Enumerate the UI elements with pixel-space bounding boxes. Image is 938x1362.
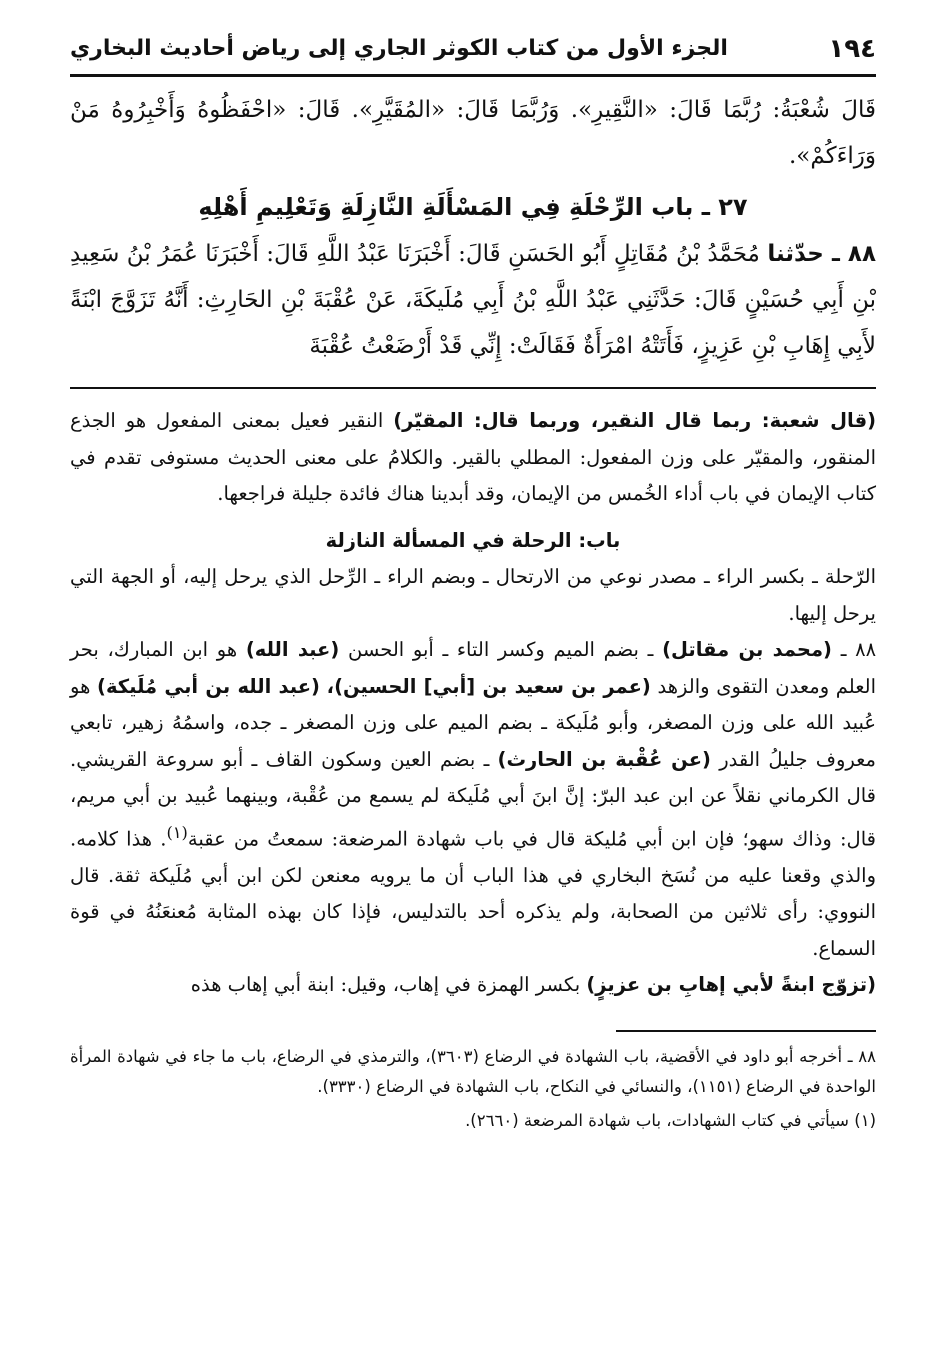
hadith-body: مُحَمَّدُ بْنُ مُقَاتِلٍ أَبُو الحَسَنِ قَالَ: أَخْبَرَنَا عَبْدُ اللَّهِ قَالَ: أَخْبَرَنَا عُمَرُ بْنُ سَعِيدِ بْنِ أَبِي حُسَيْنٍ قَالَ: حَدَّثَنِي عَبْدُ اللَّهِ بْنُ أَبِي مُلَيكَةَ، عَنْ عُقْبَةَ بْنِ الحَارِثِ: أَنَّهُ تَزَوَّجَ ابْنَةً لأَبِي إِهَابِ بْنِ عَزِيزٍ، فَأَتَتْهُ امْرَأَةٌ فَقَالَتْ: إِنِّي قَدْ أَرْضَعْتُ عُقْبَةَ — [70, 241, 876, 359]
text-commentary-divider — [70, 387, 876, 389]
commentary-text-3e: . هذا كلامه. والذي وقعنا عليه من نُسَخ البخاري في هذا الباب أن ما يرويه معنعن لكن ابن أبي مُلَيكة ثقة. قال النووي: رأى ثلاثين من الصحابة، ولم يذكره أحد بالتدليس، فإذا كان بهذه المثابة مُعنعَنُهُ في قوة السماع. — [70, 827, 876, 960]
commentary-text-3d: ـ بضم العين وسكون القاف ـ أبو سروعة القريشي. قال الكرماني نقلاً عن ابن عبد البرّ: إنَّ ابنَ أبي مُلَيكة لم يسمع من عُقْبة، وبينهما عُبيد بن أبي مريم، قال: وذاك سهو؛ فإن ابن أبي مُليكة قال في باب شهادة المرضعة: سمعتُ من عقبة — [70, 747, 876, 850]
document-page — [70, 28, 876, 1140]
commentary-quote-4: (تزوّج ابنةً لأبي إهابِ بن عزيزٍ) — [586, 973, 876, 996]
narrator-4: (عبد الله بن أبي مُلَيكة) — [97, 674, 320, 698]
commentary-text-4: بكسر الهمزة في إهاب، وقيل: ابنة أبي إهاب هذه — [190, 973, 581, 996]
commentary-section — [70, 403, 876, 1004]
narrator-3: (عمر بن سعيد بن [أبي] الحسين)، — [326, 674, 651, 698]
chapter-title: ٢٧ ـ باب الرِّحْلَةِ فِي المَسْأَلَةِ النَّازِلَةِ وَتَعْلِيمِ أَهْلِهِ — [198, 193, 748, 221]
footnotes-section — [70, 1042, 876, 1136]
page-header — [70, 28, 876, 77]
footnote-2: (١) سيأتي في كتاب الشهادات، باب شهادة المرضعة (٢٦٦٠). — [465, 1110, 876, 1130]
footnote-divider — [616, 1030, 876, 1032]
commentary-paragraph-3 — [70, 632, 876, 967]
commentary-quote-1: (قال شعبة: ربما قال النقير، وربما قال: المقيّر) — [393, 409, 876, 432]
page-number: ١٩٤ — [828, 34, 876, 64]
hadith-continuation: قَالَ شُعْبَةُ: رُبَّمَا قَالَ: «النَّقِيرِ». وَرُبَّمَا قَالَ: «المُقَيَّرِ». قَالَ: «احْفَظُوهُ وَأَخْبِرُوهُ مَنْ وَرَاءَكُمْ». — [70, 97, 876, 169]
narrator-2: (عبد الله) — [245, 638, 340, 661]
running-title: الجزء الأول من كتاب الكوثر الجاري إلى رياض أحاديث البخاري — [70, 36, 728, 61]
commentary-text-1: النقير فعيل بمعنى المفعول هو الجذع المنقور، والمقيّر على وزن المفعول: المطلي بالقير. والكلامُ على معنى الحديث مستوفى تقدم في كتاب الإيمان في باب أداء الخُمس من الإيمان، وقد أبدينا هناك فائدة جليلة فراجعها. — [70, 409, 876, 505]
commentary-subheading: باب: الرحلة في المسألة النازلة — [325, 528, 621, 552]
commentary-text-3b: هو ابن المبارك، بحر العلم ومعدن التقوى والزهد — [70, 638, 876, 698]
footnote-marker: (١) — [166, 822, 188, 842]
hadith-number-label: ٨٨ ـ حدّثنا — [767, 241, 876, 267]
commentary-hadith-number: ٨٨ ـ — [840, 638, 877, 661]
hadith-text-section — [70, 87, 876, 369]
narrator-5: (عن عُقْبة بن الحارث) — [497, 747, 711, 771]
commentary-paragraph-4 — [70, 967, 876, 1004]
commentary-paragraph-2: الرّحلة ـ بكسر الراء ـ مصدر نوعي من الارتحال ـ وبضم الراء ـ الرِّحل الذي يرحل إليه، أو الجهة التي يرحل إليها. — [70, 565, 876, 625]
commentary-paragraph-1 — [70, 403, 876, 513]
commentary-text-3c: هو عُبيد الله على وزن المصغر، وأبو مُلَيكة ـ بضم الميم على وزن المصغر ـ جده، واسمُهُ زهير، تابعي معروف جليلُ القدر — [70, 674, 876, 771]
footnote-1: ٨٨ ـ أخرجه أبو داود في الأقضية، باب الشهادة في الرضاع (٣٦٠٣)، والترمذي في الرضاع، باب ما جاء في شهادة المرأة الواحدة في الرضاع (١١٥١)، والنسائي في النكاح، باب الشهادة في الرضاع (٣٣٣٠). — [70, 1046, 876, 1096]
commentary-text-3a: ـ بضم الميم وكسر التاء ـ أبو الحسن — [348, 638, 654, 661]
narrator-1: (محمد بن مقاتل) — [662, 638, 832, 661]
hadith-paragraph — [70, 231, 876, 369]
